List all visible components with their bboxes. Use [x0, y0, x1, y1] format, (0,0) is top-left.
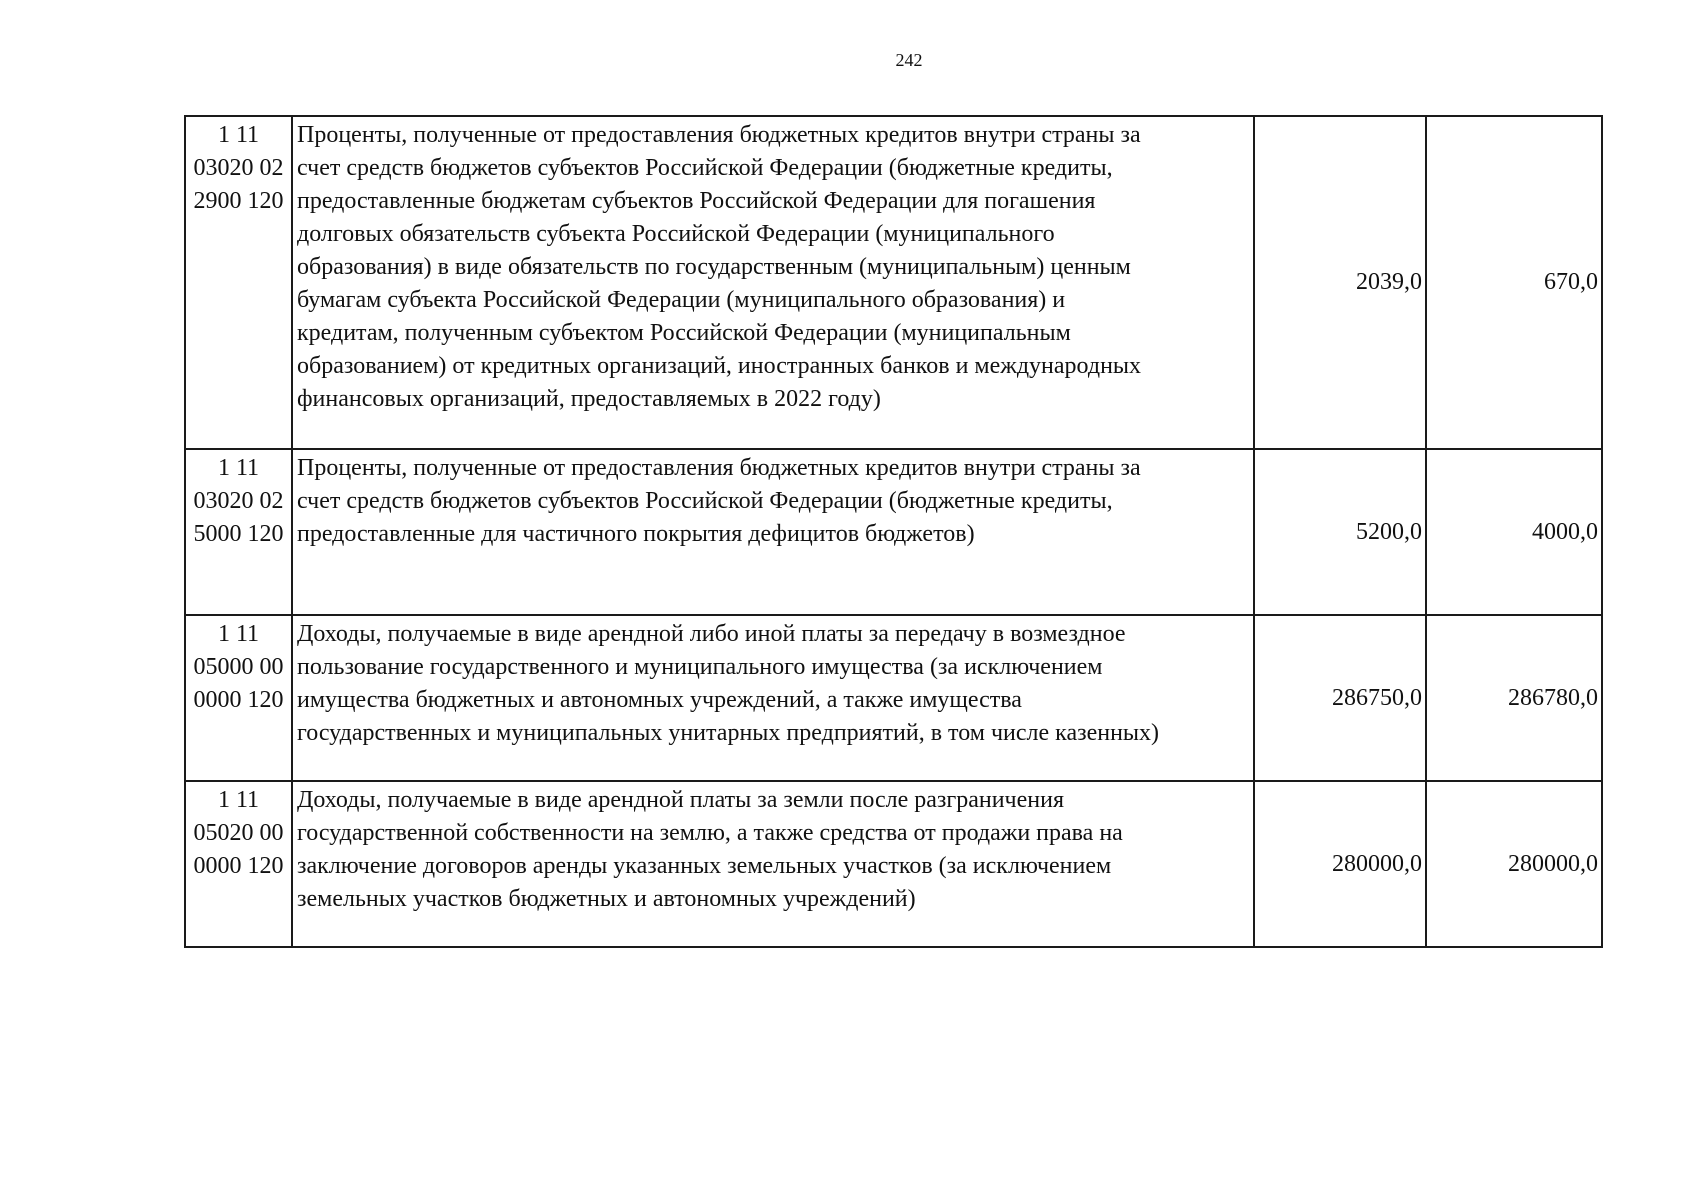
amount-cell-1: 280000,0 [1254, 781, 1426, 947]
budget-code-line: 1 11 [217, 621, 260, 647]
description-line: образованием) от кредитных организаций, иностранных банков и международных [297, 353, 1142, 379]
description-line: бумагам субъекта Российской Федерации (муниципального образования) и [297, 287, 1066, 313]
budget-code-line: 1 11 [217, 455, 260, 481]
description-line: образования) в виде обязательств по государственным (муниципальным) ценным [297, 254, 1131, 280]
page-number: 242 [895, 50, 923, 70]
description-line: Проценты, полученные от предоставления бюджетных кредитов внутри страны за [297, 455, 1141, 481]
budget-code-cell [185, 615, 292, 781]
description-line: государственных и муниципальных унитарных предприятий, в том числе казенных) [297, 720, 1160, 746]
description-line: заключение договоров аренды указанных земельных участков (за исключением [297, 853, 1112, 879]
amount-cell-2: 286780,0 [1426, 615, 1602, 781]
amount-cell-1: 5200,0 [1254, 449, 1426, 615]
description-cell [292, 449, 1254, 615]
description-cell [292, 615, 1254, 781]
description-line: предоставленные для частичного покрытия дефицитов бюджетов) [297, 521, 975, 547]
amount-cell-2: 670,0 [1426, 116, 1602, 449]
budget-revenue-table [184, 115, 1603, 948]
amount-cell-1: 2039,0 [1254, 116, 1426, 449]
budget-code-line: 03020 02 [193, 155, 284, 181]
description-line: кредитам, полученным субъектом Российской Федерации (муниципальным [297, 320, 1071, 346]
budget-code-line: 05020 00 [193, 820, 284, 846]
budget-code-line: 0000 120 [193, 687, 284, 713]
amount-cell-2: 280000,0 [1426, 781, 1602, 947]
budget-code-cell [185, 116, 292, 449]
table-row [185, 116, 1602, 449]
budget-code-line: 1 11 [217, 122, 260, 148]
amount-cell-1: 286750,0 [1254, 615, 1426, 781]
budget-code-cell [185, 781, 292, 947]
description-cell [292, 116, 1254, 449]
description-line: долговых обязательств субъекта Российской Федерации (муниципального [297, 221, 1055, 247]
description-line: счет средств бюджетов субъектов Российской Федерации (бюджетные кредиты, [297, 155, 1113, 181]
budget-code-line: 5000 120 [193, 521, 284, 547]
budget-code-cell [185, 449, 292, 615]
description-cell [292, 781, 1254, 947]
description-line: Доходы, получаемые в виде арендной либо иной платы за передачу в возмездное [297, 621, 1126, 647]
budget-code-line: 2900 120 [193, 188, 284, 214]
budget-code-line: 03020 02 [193, 488, 284, 514]
description-line: счет средств бюджетов субъектов Российской Федерации (бюджетные кредиты, [297, 488, 1113, 514]
description-line: земельных участков бюджетных и автономных учреждений) [297, 886, 916, 912]
description-line: финансовых организаций, предоставляемых в 2022 году) [297, 386, 881, 412]
budget-code-line: 0000 120 [193, 853, 284, 879]
description-line: пользование государственного и муниципального имущества (за исключением [297, 654, 1103, 680]
budget-code-line: 05000 00 [193, 654, 284, 680]
table-row [185, 449, 1602, 615]
description-line: имущества бюджетных и автономных учреждений, а также имущества [297, 687, 1022, 713]
table-row [185, 615, 1602, 781]
description-line: Проценты, полученные от предоставления бюджетных кредитов внутри страны за [297, 122, 1141, 148]
amount-cell-2: 4000,0 [1426, 449, 1602, 615]
description-line: государственной собственности на землю, а также средства от продажи права на [297, 820, 1123, 846]
budget-code-line: 1 11 [217, 787, 260, 813]
table-row [185, 781, 1602, 947]
description-line: Доходы, получаемые в виде арендной платы за земли после разграничения [297, 787, 1064, 813]
description-line: предоставленные бюджетам субъектов Российской Федерации для погашения [297, 188, 1096, 214]
